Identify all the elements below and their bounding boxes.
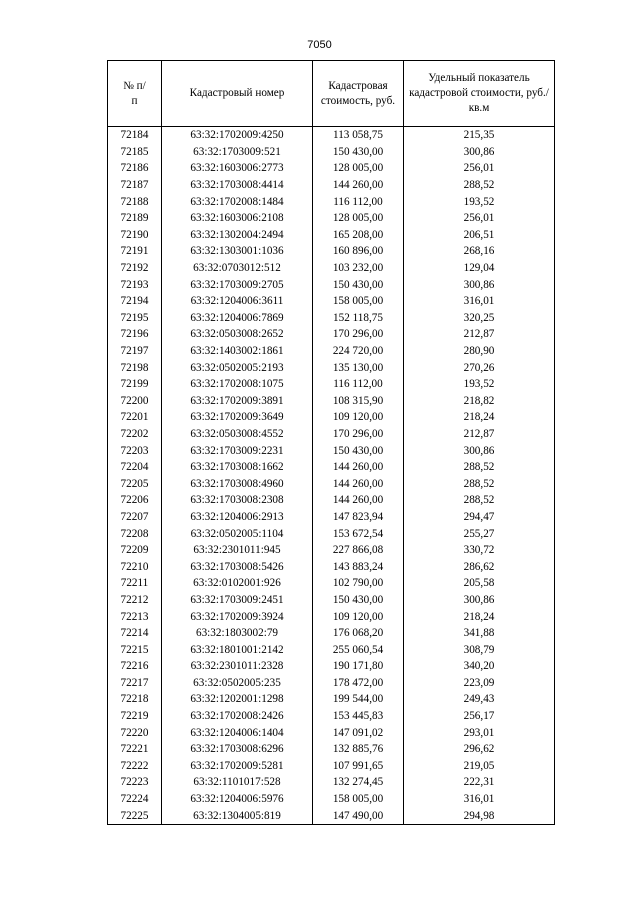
cadastral-number: 63:32:1702008:1484: [162, 193, 313, 210]
cadastral-value: 170 296,00: [313, 426, 404, 443]
row-number: 72191: [108, 243, 162, 260]
cadastral-number: 63:32:1204006:7869: [162, 310, 313, 327]
cadastral-value: 102 790,00: [313, 575, 404, 592]
table-row: [108, 343, 555, 360]
row-number: 72220: [108, 724, 162, 741]
cadastral-number: 63:32:1204006:2913: [162, 509, 313, 526]
row-number: 72211: [108, 575, 162, 592]
cadastral-value: 150 430,00: [313, 144, 404, 161]
row-number: 72207: [108, 509, 162, 526]
cadastral-number: 63:32:0703012:512: [162, 260, 313, 277]
specific-value: 212,87: [404, 326, 555, 343]
specific-value: 218,24: [404, 608, 555, 625]
specific-value: 219,05: [404, 758, 555, 775]
cadastral-number: 63:32:1403002:1861: [162, 343, 313, 360]
header-specific-value: Удельный показатель кадастровой стоимости, руб./кв.м: [404, 61, 555, 127]
specific-value: 212,87: [404, 426, 555, 443]
cadastral-number: 63:32:1703009:2231: [162, 442, 313, 459]
table-row: [108, 807, 555, 824]
cadastral-value: 160 896,00: [313, 243, 404, 260]
cadastral-value: 109 120,00: [313, 409, 404, 426]
cadastral-number: 63:32:1603006:2108: [162, 210, 313, 227]
table-row: [108, 210, 555, 227]
table-row: [108, 641, 555, 658]
table-row: [108, 791, 555, 808]
cadastral-value: 103 232,00: [313, 260, 404, 277]
specific-value: 288,52: [404, 459, 555, 476]
cadastral-value: 170 296,00: [313, 326, 404, 343]
specific-value: 340,20: [404, 658, 555, 675]
cadastral-number: 63:32:1703008:4414: [162, 177, 313, 194]
cadastral-number: 63:32:1101017:528: [162, 774, 313, 791]
specific-value: 320,25: [404, 310, 555, 327]
cadastral-number: 63:32:1204006:1404: [162, 724, 313, 741]
table-row: [108, 575, 555, 592]
row-number: 72221: [108, 741, 162, 758]
cadastral-number: 63:32:0102001:926: [162, 575, 313, 592]
header-number: № п/п: [108, 61, 162, 127]
row-number: 72187: [108, 177, 162, 194]
specific-value: 249,43: [404, 691, 555, 708]
cadastral-value: 165 208,00: [313, 227, 404, 244]
row-number: 72204: [108, 459, 162, 476]
table-row: [108, 177, 555, 194]
specific-value: 293,01: [404, 724, 555, 741]
cadastral-value: 199 544,00: [313, 691, 404, 708]
cadastral-number: 63:32:1702009:3891: [162, 393, 313, 410]
cadastral-value: 158 005,00: [313, 791, 404, 808]
cadastral-value: 190 171,80: [313, 658, 404, 675]
row-number: 72198: [108, 359, 162, 376]
table-row: [108, 426, 555, 443]
cadastral-value: 176 068,20: [313, 625, 404, 642]
specific-value: 300,86: [404, 442, 555, 459]
row-number: 72206: [108, 492, 162, 509]
table-row: [108, 310, 555, 327]
specific-value: 341,88: [404, 625, 555, 642]
cadastral-number: 63:32:1702009:4250: [162, 127, 313, 144]
cadastral-number: 63:32:1703008:6296: [162, 741, 313, 758]
cadastral-number: 63:32:1703008:1662: [162, 459, 313, 476]
table-row: [108, 260, 555, 277]
cadastral-number: 63:32:0502005:235: [162, 675, 313, 692]
cadastral-number: 63:32:1702008:2426: [162, 708, 313, 725]
cadastral-value: 116 112,00: [313, 193, 404, 210]
specific-value: 205,58: [404, 575, 555, 592]
cadastral-value: 113 058,75: [313, 127, 404, 144]
table-row: [108, 459, 555, 476]
row-number: 72205: [108, 475, 162, 492]
cadastral-number: 63:32:1204006:3611: [162, 293, 313, 310]
specific-value: 206,51: [404, 227, 555, 244]
cadastral-value: 178 472,00: [313, 675, 404, 692]
cadastral-number: 63:32:1603006:2773: [162, 160, 313, 177]
table-row: [108, 160, 555, 177]
specific-value: 288,52: [404, 177, 555, 194]
row-number: 72225: [108, 807, 162, 824]
specific-value: 316,01: [404, 791, 555, 808]
cadastral-value: 255 060,54: [313, 641, 404, 658]
table-row: [108, 542, 555, 559]
cadastral-value: 108 315,90: [313, 393, 404, 410]
specific-value: 296,62: [404, 741, 555, 758]
header-cadastral-value: Кадастровая стоимость, руб.: [313, 61, 404, 127]
cadastral-value: 116 112,00: [313, 376, 404, 393]
page-number: 7050: [307, 39, 332, 51]
cadastral-value: 153 672,54: [313, 525, 404, 542]
table-row: [108, 144, 555, 161]
specific-value: 256,17: [404, 708, 555, 725]
row-number: 72223: [108, 774, 162, 791]
row-number: 72197: [108, 343, 162, 360]
specific-value: 316,01: [404, 293, 555, 310]
table-body: [108, 127, 555, 825]
cadastral-table: [107, 60, 555, 825]
table-row: [108, 276, 555, 293]
row-number: 72218: [108, 691, 162, 708]
table-row: [108, 758, 555, 775]
cadastral-value: 150 430,00: [313, 276, 404, 293]
specific-value: 215,35: [404, 127, 555, 144]
row-number: 72212: [108, 592, 162, 609]
table-row: [108, 127, 555, 144]
cadastral-number: 63:32:2301011:945: [162, 542, 313, 559]
cadastral-number: 63:32:1703008:5426: [162, 558, 313, 575]
row-number: 72186: [108, 160, 162, 177]
table-row: [108, 724, 555, 741]
row-number: 72201: [108, 409, 162, 426]
row-number: 72190: [108, 227, 162, 244]
cadastral-number: 63:32:2301011:2328: [162, 658, 313, 675]
cadastral-number: 63:32:1703009:2451: [162, 592, 313, 609]
row-number: 72199: [108, 376, 162, 393]
row-number: 72194: [108, 293, 162, 310]
table-row: [108, 691, 555, 708]
cadastral-value: 132 274,45: [313, 774, 404, 791]
cadastral-number: 63:32:1703008:2308: [162, 492, 313, 509]
cadastral-number: 63:32:1702008:1075: [162, 376, 313, 393]
specific-value: 294,47: [404, 509, 555, 526]
cadastral-number: 63:32:1702009:3649: [162, 409, 313, 426]
cadastral-value: 150 430,00: [313, 442, 404, 459]
table-row: [108, 608, 555, 625]
cadastral-value: 132 885,76: [313, 741, 404, 758]
cadastral-number: 63:32:1304005:819: [162, 807, 313, 824]
row-number: 72189: [108, 210, 162, 227]
row-number: 72208: [108, 525, 162, 542]
cadastral-value: 109 120,00: [313, 608, 404, 625]
specific-value: 193,52: [404, 193, 555, 210]
row-number: 72196: [108, 326, 162, 343]
specific-value: 330,72: [404, 542, 555, 559]
table-row: [108, 741, 555, 758]
table-row: [108, 326, 555, 343]
row-number: 72185: [108, 144, 162, 161]
row-number: 72202: [108, 426, 162, 443]
cadastral-number: 63:32:1703009:2705: [162, 276, 313, 293]
specific-value: 255,27: [404, 525, 555, 542]
cadastral-value: 144 260,00: [313, 492, 404, 509]
cadastral-value: 135 130,00: [313, 359, 404, 376]
cadastral-number: 63:32:1302004:2494: [162, 227, 313, 244]
cadastral-number: 63:32:0502005:1104: [162, 525, 313, 542]
row-number: 72215: [108, 641, 162, 658]
cadastral-value: 147 823,94: [313, 509, 404, 526]
row-number: 72203: [108, 442, 162, 459]
header-cadastral-number: Кадастровый номер: [162, 61, 313, 127]
specific-value: 300,86: [404, 592, 555, 609]
cadastral-number: 63:32:1303001:1036: [162, 243, 313, 260]
cadastral-value: 144 260,00: [313, 177, 404, 194]
row-number: 72213: [108, 608, 162, 625]
specific-value: 300,86: [404, 144, 555, 161]
cadastral-value: 150 430,00: [313, 592, 404, 609]
table-row: [108, 193, 555, 210]
row-number: 72195: [108, 310, 162, 327]
specific-value: 193,52: [404, 376, 555, 393]
cadastral-value: 158 005,00: [313, 293, 404, 310]
specific-value: 308,79: [404, 641, 555, 658]
table-row: [108, 658, 555, 675]
table-row: [108, 359, 555, 376]
specific-value: 218,24: [404, 409, 555, 426]
row-number: 72219: [108, 708, 162, 725]
specific-value: 268,16: [404, 243, 555, 260]
table-row: [108, 592, 555, 609]
row-number: 72209: [108, 542, 162, 559]
table-row: [108, 558, 555, 575]
specific-value: 270,26: [404, 359, 555, 376]
table-row: [108, 227, 555, 244]
row-number: 72224: [108, 791, 162, 808]
table-row: [108, 376, 555, 393]
table-row: [108, 475, 555, 492]
table-row: [108, 525, 555, 542]
cadastral-value: 147 091,02: [313, 724, 404, 741]
table-row: [108, 625, 555, 642]
cadastral-number: 63:32:1202001:1298: [162, 691, 313, 708]
table-row: [108, 675, 555, 692]
specific-value: 223,09: [404, 675, 555, 692]
cadastral-number: 63:32:1703008:4960: [162, 475, 313, 492]
specific-value: 280,90: [404, 343, 555, 360]
cadastral-number: 63:32:0503008:4552: [162, 426, 313, 443]
table-row: [108, 442, 555, 459]
specific-value: 218,82: [404, 393, 555, 410]
table-row: [108, 492, 555, 509]
cadastral-value: 152 118,75: [313, 310, 404, 327]
specific-value: 222,31: [404, 774, 555, 791]
table-header-row: [108, 61, 555, 127]
specific-value: 256,01: [404, 160, 555, 177]
specific-value: 288,52: [404, 475, 555, 492]
cadastral-number: 63:32:1702009:3924: [162, 608, 313, 625]
cadastral-number: 63:32:1702009:5281: [162, 758, 313, 775]
cadastral-number: 63:32:1204006:5976: [162, 791, 313, 808]
specific-value: 294,98: [404, 807, 555, 824]
cadastral-value: 144 260,00: [313, 459, 404, 476]
cadastral-number: 63:32:0503008:2652: [162, 326, 313, 343]
specific-value: 300,86: [404, 276, 555, 293]
cadastral-value: 143 883,24: [313, 558, 404, 575]
specific-value: 288,52: [404, 492, 555, 509]
cadastral-number: 63:32:1801001:2142: [162, 641, 313, 658]
row-number: 72210: [108, 558, 162, 575]
table-row: [108, 293, 555, 310]
cadastral-value: 144 260,00: [313, 475, 404, 492]
specific-value: 256,01: [404, 210, 555, 227]
row-number: 72188: [108, 193, 162, 210]
specific-value: 129,04: [404, 260, 555, 277]
row-number: 72216: [108, 658, 162, 675]
table-row: [108, 708, 555, 725]
row-number: 72214: [108, 625, 162, 642]
cadastral-value: 128 005,00: [313, 210, 404, 227]
row-number: 72193: [108, 276, 162, 293]
table-row: [108, 393, 555, 410]
cadastral-value: 227 866,08: [313, 542, 404, 559]
table-row: [108, 509, 555, 526]
cadastral-value: 128 005,00: [313, 160, 404, 177]
table-row: [108, 409, 555, 426]
cadastral-value: 107 991,65: [313, 758, 404, 775]
row-number: 72192: [108, 260, 162, 277]
row-number: 72217: [108, 675, 162, 692]
cadastral-value: 153 445,83: [313, 708, 404, 725]
row-number: 72222: [108, 758, 162, 775]
cadastral-number: 63:32:1703009:521: [162, 144, 313, 161]
specific-value: 286,62: [404, 558, 555, 575]
table-row: [108, 774, 555, 791]
cadastral-value: 147 490,00: [313, 807, 404, 824]
table-row: [108, 243, 555, 260]
cadastral-value: 224 720,00: [313, 343, 404, 360]
row-number: 72200: [108, 393, 162, 410]
row-number: 72184: [108, 127, 162, 144]
cadastral-number: 63:32:0502005:2193: [162, 359, 313, 376]
cadastral-number: 63:32:1803002:79: [162, 625, 313, 642]
